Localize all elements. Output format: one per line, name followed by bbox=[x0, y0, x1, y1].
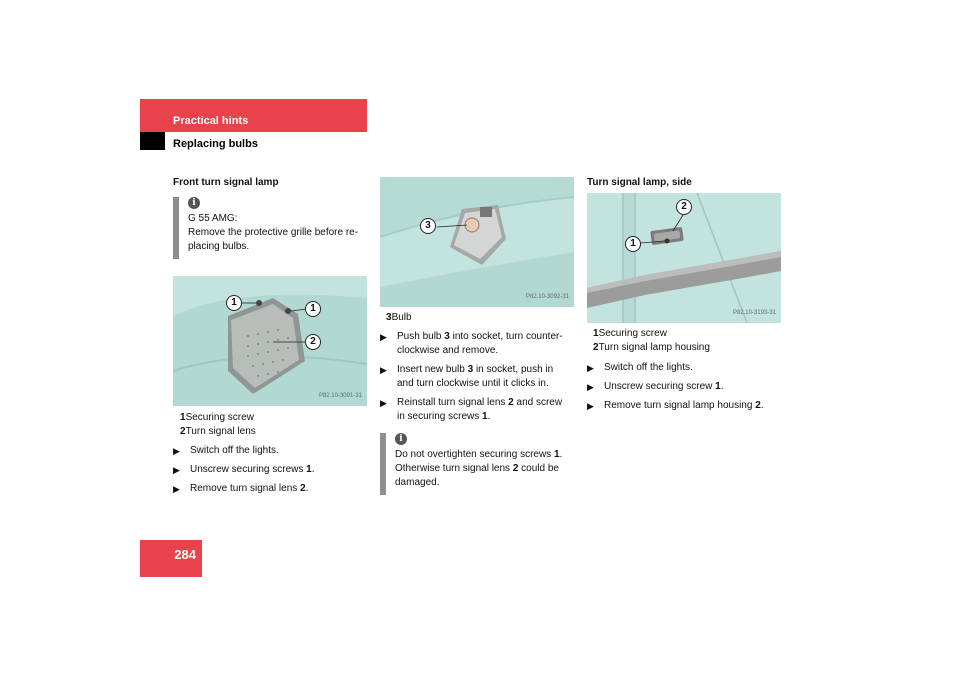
info-icon: i bbox=[188, 197, 200, 209]
triangle-right-icon: ▶ bbox=[173, 465, 180, 475]
legend-number: 1 bbox=[593, 328, 599, 339]
legend-number: 3 bbox=[386, 312, 392, 323]
bulb-illustration bbox=[380, 177, 574, 307]
step-line bbox=[397, 396, 575, 410]
step-line: clockwise and remove. bbox=[397, 345, 499, 356]
legend-text: Turn signal lamp housing bbox=[598, 342, 710, 353]
instruction-step bbox=[173, 482, 368, 496]
note-text: Otherwise turn signal lens bbox=[395, 463, 513, 474]
note-ref: 1 bbox=[553, 449, 560, 460]
legend-text: Securing screw bbox=[598, 328, 667, 339]
step-tail: . bbox=[305, 483, 309, 494]
figure-code: P82.10-3193-31 bbox=[732, 310, 776, 316]
figure-code: P82.10-3092-31 bbox=[525, 294, 569, 300]
step-ref: 3 bbox=[444, 331, 450, 342]
figure-code: P82.10-3091-31 bbox=[318, 393, 362, 399]
triangle-right-icon: ▶ bbox=[380, 398, 387, 408]
note-text: . bbox=[559, 449, 563, 460]
instruction-step bbox=[587, 361, 782, 375]
step-text: into socket, turn counter- bbox=[449, 331, 563, 342]
step-text: Switch off the lights. bbox=[190, 445, 279, 456]
step-text: in securing screws bbox=[397, 411, 483, 422]
step-tail: . bbox=[760, 400, 764, 411]
legend-number: 1 bbox=[180, 412, 186, 423]
triangle-right-icon: ▶ bbox=[173, 484, 180, 494]
step-text: Unscrew securing screws bbox=[190, 464, 307, 475]
info-icon: i bbox=[395, 433, 407, 445]
instruction-step bbox=[173, 444, 368, 458]
legend-item bbox=[180, 425, 256, 439]
step-ref: 1 bbox=[306, 464, 312, 475]
step-line bbox=[397, 363, 575, 377]
instruction-step bbox=[173, 463, 368, 477]
step-text: Reinstall turn signal lens bbox=[397, 397, 509, 408]
note-text: Do not overtighten securing screws bbox=[395, 449, 554, 460]
front-turn-signal-illustration bbox=[173, 276, 367, 406]
note-text: could be bbox=[518, 463, 559, 474]
figure-side-turn-signal bbox=[587, 193, 781, 323]
instruction-step bbox=[587, 380, 782, 394]
note-line: Remove the protective grille before re- bbox=[188, 227, 359, 238]
note-line bbox=[395, 462, 575, 476]
callout-securing-screw: 1 bbox=[625, 236, 641, 252]
step-text: Switch off the lights. bbox=[604, 362, 693, 373]
figure-front-turn-signal bbox=[173, 276, 367, 406]
triangle-right-icon: ▶ bbox=[587, 382, 594, 392]
instruction-step bbox=[380, 396, 575, 424]
section-header-title: Practical hints bbox=[173, 115, 249, 127]
step-text: Remove turn signal lens bbox=[190, 483, 301, 494]
step-ref: 1 bbox=[715, 381, 721, 392]
legend-item bbox=[593, 327, 667, 341]
step-line bbox=[397, 410, 575, 424]
header-marker bbox=[140, 132, 165, 150]
callout-lamp-housing: 2 bbox=[676, 199, 692, 215]
step-text: Push bulb bbox=[397, 331, 445, 342]
note-line: damaged. bbox=[395, 477, 440, 488]
legend-item bbox=[180, 411, 254, 425]
legend-text: Turn signal lens bbox=[185, 426, 256, 437]
legend-number: 2 bbox=[593, 342, 599, 353]
legend-text: Bulb bbox=[391, 312, 412, 323]
info-note-overtighten bbox=[380, 433, 575, 495]
step-text: Unscrew securing screw bbox=[604, 381, 716, 392]
info-note-amg bbox=[173, 197, 368, 259]
step-line bbox=[397, 330, 575, 344]
step-ref: 1 bbox=[482, 411, 488, 422]
step-text: . bbox=[487, 411, 491, 422]
step-ref: 2 bbox=[755, 400, 761, 411]
triangle-right-icon: ▶ bbox=[587, 401, 594, 411]
legend-text: Securing screw bbox=[185, 412, 254, 423]
page-number-box bbox=[140, 540, 202, 577]
step-text: Remove turn signal lamp housing bbox=[604, 400, 756, 411]
step-ref: 2 bbox=[508, 397, 514, 408]
note-line: placing bulbs. bbox=[188, 241, 250, 252]
step-text: in socket, push in bbox=[473, 364, 554, 375]
page-number: 284 bbox=[174, 547, 196, 562]
callout-turn-signal-lens: 2 bbox=[305, 334, 321, 350]
instruction-step bbox=[380, 330, 575, 358]
step-ref: 3 bbox=[467, 364, 474, 375]
callout-securing-screw: 1 bbox=[305, 301, 321, 317]
triangle-right-icon: ▶ bbox=[587, 363, 594, 373]
figure-bulb bbox=[380, 177, 574, 307]
note-ref: 2 bbox=[512, 463, 519, 474]
legend-number: 2 bbox=[180, 426, 186, 437]
step-tail: . bbox=[720, 381, 724, 392]
step-ref: 2 bbox=[300, 483, 306, 494]
triangle-right-icon: ▶ bbox=[173, 446, 180, 456]
step-text: and screw bbox=[513, 397, 563, 408]
callout-bulb: 3 bbox=[420, 218, 436, 234]
triangle-right-icon: ▶ bbox=[380, 332, 387, 342]
step-tail: . bbox=[311, 464, 315, 475]
instruction-step bbox=[587, 399, 782, 413]
note-line bbox=[395, 448, 575, 462]
triangle-right-icon: ▶ bbox=[380, 365, 387, 375]
instruction-step bbox=[380, 363, 575, 391]
section-header-subtitle: Replacing bulbs bbox=[173, 138, 258, 150]
legend-item bbox=[386, 311, 412, 325]
legend-item bbox=[593, 341, 710, 355]
callout-securing-screw: 1 bbox=[226, 295, 242, 311]
section-title-side-turn-signal: Turn signal lamp, side bbox=[587, 177, 692, 188]
step-text: Insert new bulb bbox=[397, 364, 468, 375]
step-line: and turn clockwise until it clicks in. bbox=[397, 378, 549, 389]
section-title-front-turn-signal: Front turn signal lamp bbox=[173, 177, 279, 188]
note-line: G 55 AMG: bbox=[188, 213, 238, 224]
